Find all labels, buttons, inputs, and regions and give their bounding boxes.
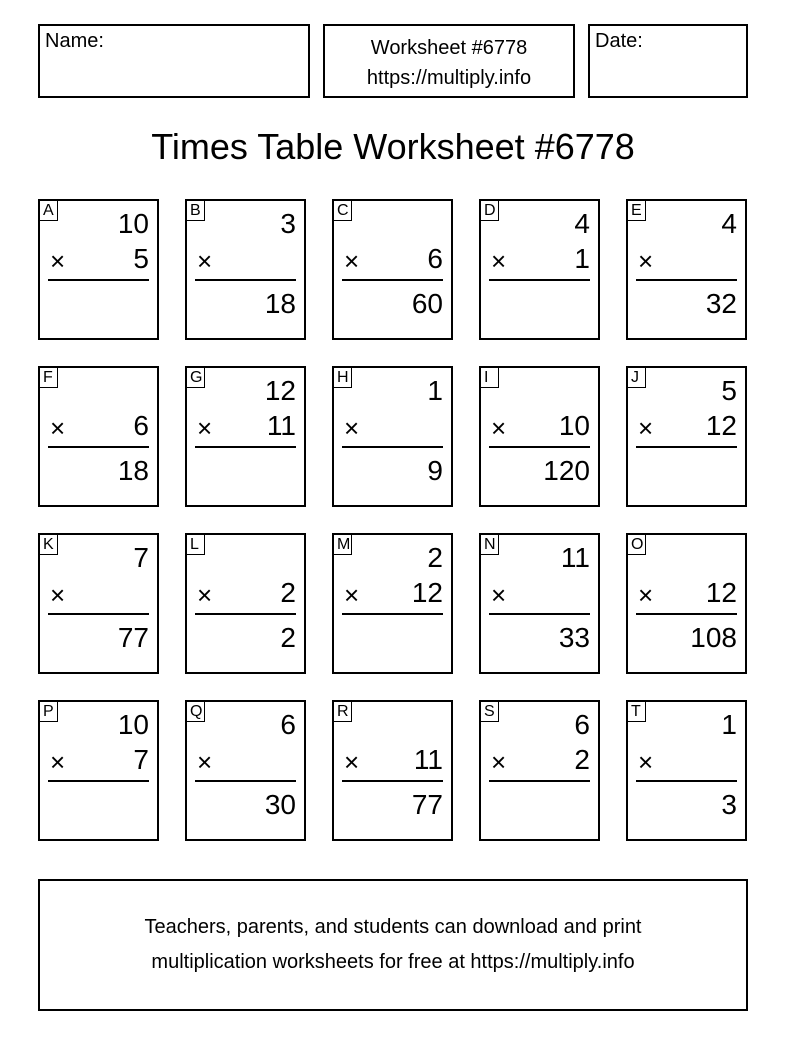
problem-card[interactable]: [38, 366, 159, 507]
times-symbol: ×: [197, 246, 213, 276]
problem-card[interactable]: [185, 199, 306, 340]
problem-card[interactable]: [479, 700, 600, 841]
answer-rule: [489, 446, 590, 448]
answer-rule: [48, 613, 149, 615]
answer[interactable]: 33: [558, 622, 590, 653]
problem-letter: K: [40, 535, 58, 555]
times-symbol: ×: [638, 413, 654, 443]
multiplier: 11: [266, 410, 296, 441]
multiplier: 2: [280, 577, 296, 608]
multiplier: 11: [413, 744, 443, 775]
problem-card[interactable]: [626, 366, 747, 507]
multiplicand: 11: [560, 542, 590, 573]
answer[interactable]: 120: [543, 455, 590, 486]
problem-letter: T: [628, 702, 646, 722]
answer-rule: [489, 613, 590, 615]
multiplier: 1: [574, 243, 590, 274]
times-symbol: ×: [50, 747, 66, 777]
answer-rule: [195, 613, 296, 615]
answer[interactable]: 108: [690, 622, 737, 653]
answer-rule: [342, 446, 443, 448]
answer[interactable]: 2: [280, 622, 296, 653]
problem-card[interactable]: [332, 533, 453, 674]
problem-letter: Q: [187, 702, 205, 722]
times-symbol: ×: [491, 246, 507, 276]
worksheet-number: Worksheet #6778: [370, 37, 528, 59]
multiplier: 2: [574, 744, 590, 775]
times-symbol: ×: [344, 580, 360, 610]
problem-card[interactable]: [38, 199, 159, 340]
problem-card[interactable]: [479, 366, 600, 507]
multiplier: 12: [705, 410, 737, 441]
answer[interactable]: 18: [264, 288, 296, 319]
answer-rule: [195, 279, 296, 281]
problem-letter: F: [40, 368, 58, 388]
times-symbol: ×: [491, 747, 507, 777]
multiplier: 5: [133, 243, 149, 274]
times-symbol: ×: [491, 580, 507, 610]
problem-card[interactable]: [626, 700, 747, 841]
problem-card[interactable]: [38, 700, 159, 841]
problem-card[interactable]: [332, 199, 453, 340]
times-symbol: ×: [344, 413, 360, 443]
multiplicand: 6: [574, 709, 590, 740]
answer-rule: [636, 279, 737, 281]
problem-letter: N: [481, 535, 499, 555]
answer[interactable]: 77: [411, 789, 443, 820]
answer-rule: [342, 613, 443, 615]
times-symbol: ×: [197, 580, 213, 610]
answer[interactable]: 30: [264, 789, 296, 820]
multiplicand: 7: [133, 542, 149, 573]
multiplier: 6: [133, 410, 149, 441]
problem-letter: B: [187, 201, 205, 221]
multiplicand: 4: [721, 208, 737, 239]
problem-letter: J: [628, 368, 646, 388]
problem-card[interactable]: [626, 533, 747, 674]
answer-rule: [636, 446, 737, 448]
answer-rule: [195, 446, 296, 448]
answer[interactable]: 60: [411, 288, 443, 319]
answer[interactable]: 18: [117, 455, 149, 486]
problem-letter: E: [628, 201, 646, 221]
website-text: https://multiply.info: [366, 67, 532, 89]
times-symbol: ×: [197, 413, 213, 443]
multiplicand: 6: [280, 709, 296, 740]
times-symbol: ×: [638, 580, 654, 610]
problem-letter: D: [481, 201, 499, 221]
name-label: Name:: [45, 30, 104, 52]
multiplier: 10: [558, 410, 590, 441]
problem-card[interactable]: [626, 199, 747, 340]
times-symbol: ×: [50, 246, 66, 276]
problem-card[interactable]: [185, 700, 306, 841]
answer[interactable]: 9: [427, 455, 443, 486]
answer-rule: [636, 780, 737, 782]
multiplicand: 4: [574, 208, 590, 239]
multiplicand: 2: [427, 542, 443, 573]
multiplier: 12: [411, 577, 443, 608]
times-symbol: ×: [50, 580, 66, 610]
problem-card[interactable]: [38, 533, 159, 674]
multiplicand: 1: [427, 375, 443, 406]
times-symbol: ×: [197, 747, 213, 777]
footer-box: [38, 879, 748, 1011]
answer[interactable]: 77: [117, 622, 149, 653]
times-symbol: ×: [638, 246, 654, 276]
answer-rule: [342, 780, 443, 782]
problem-letter: I: [481, 368, 499, 388]
problem-letter: G: [187, 368, 205, 388]
problem-letter: O: [628, 535, 646, 555]
answer[interactable]: 3: [721, 789, 737, 820]
multiplicand: 3: [280, 208, 296, 239]
answer-rule: [48, 446, 149, 448]
problem-letter: L: [187, 535, 205, 555]
problem-letter: R: [334, 702, 352, 722]
times-symbol: ×: [491, 413, 507, 443]
multiplier: 6: [427, 243, 443, 274]
multiplier: 7: [133, 744, 149, 775]
answer-rule: [636, 613, 737, 615]
answer-rule: [342, 279, 443, 281]
multiplicand: 12: [264, 375, 296, 406]
answer[interactable]: 32: [705, 288, 737, 319]
problem-letter: C: [334, 201, 352, 221]
answer-rule: [48, 279, 149, 281]
times-symbol: ×: [344, 747, 360, 777]
problem-letter: H: [334, 368, 352, 388]
times-symbol: ×: [638, 747, 654, 777]
problem-card[interactable]: [332, 366, 453, 507]
multiplicand: 10: [117, 709, 149, 740]
answer-rule: [489, 279, 590, 281]
problem-letter: A: [40, 201, 58, 221]
multiplicand: 1: [721, 709, 737, 740]
worksheet-id-box: [323, 24, 575, 98]
problem-card[interactable]: [185, 366, 306, 507]
footer-line-1: Teachers, parents, and students can download and print: [144, 916, 642, 938]
problem-card[interactable]: [479, 199, 600, 340]
name-field-box[interactable]: [38, 24, 310, 98]
problem-card[interactable]: [185, 533, 306, 674]
multiplicand: 5: [721, 375, 737, 406]
times-symbol: ×: [344, 246, 360, 276]
problem-letter: M: [334, 535, 352, 555]
times-symbol: ×: [50, 413, 66, 443]
multiplicand: 10: [117, 208, 149, 239]
answer-rule: [489, 780, 590, 782]
problem-card[interactable]: [479, 533, 600, 674]
footer-line-2: multiplication worksheets for free at https://multiply.info: [151, 951, 635, 973]
problem-letter: P: [40, 702, 58, 722]
answer-rule: [195, 780, 296, 782]
answer-rule: [48, 780, 149, 782]
problem-card[interactable]: [332, 700, 453, 841]
date-label: Date:: [595, 30, 643, 52]
date-field-box[interactable]: [588, 24, 748, 98]
problem-letter: S: [481, 702, 499, 722]
multiplier: 12: [705, 577, 737, 608]
page-title: Times Table Worksheet #6778: [151, 126, 635, 167]
